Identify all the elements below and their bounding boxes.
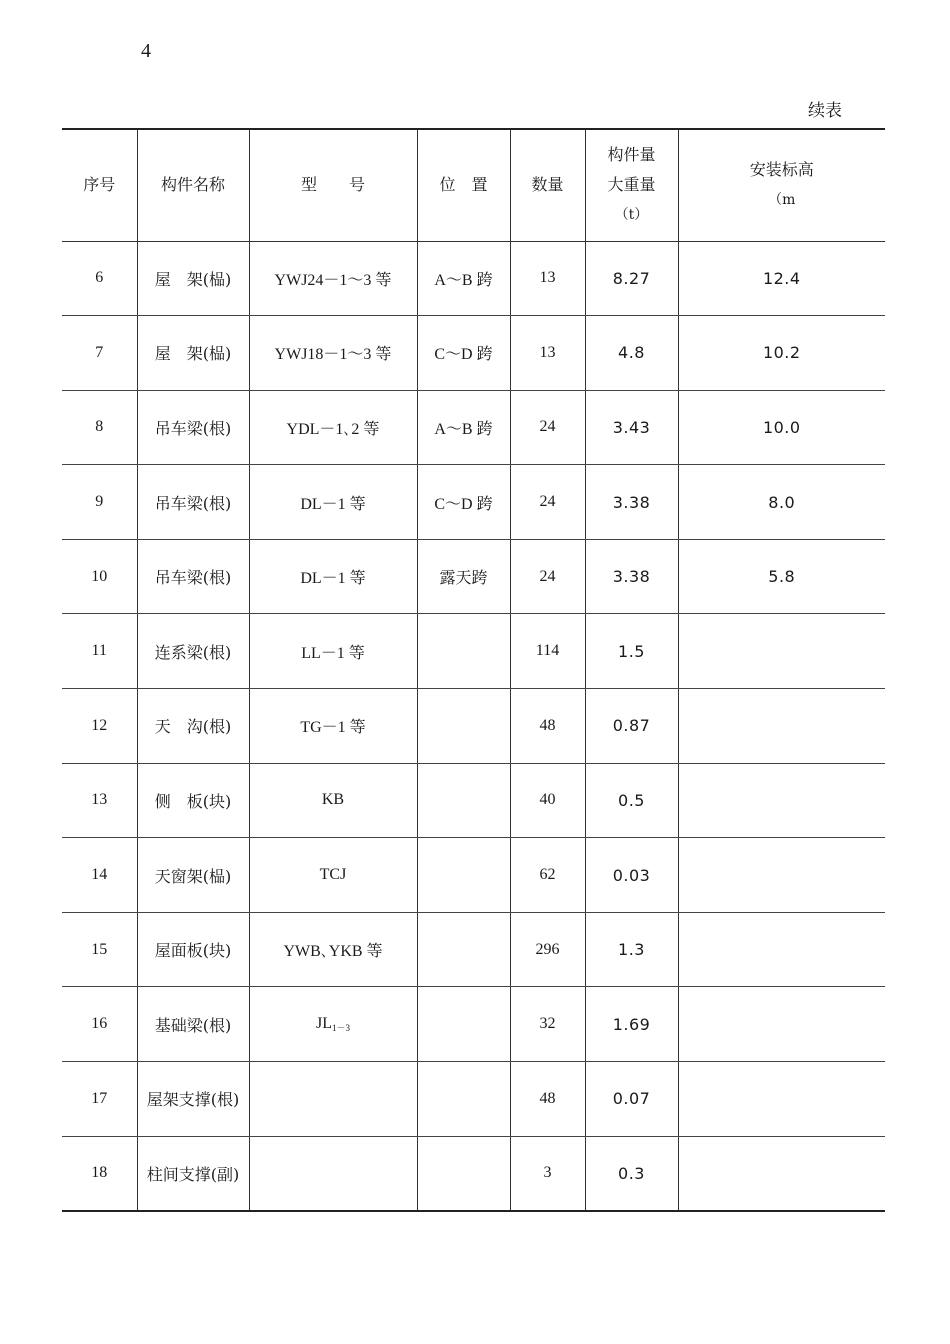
cell-position (417, 689, 510, 764)
cell-position: C～D 跨 (417, 465, 510, 540)
cell-weight: 3.38 (585, 539, 678, 614)
header-elevation-line2: （m (768, 192, 796, 209)
table-row (62, 465, 885, 540)
cell-quantity: 3 (510, 1136, 585, 1211)
cell-quantity: 62 (510, 838, 585, 913)
cell-quantity: 296 (510, 912, 585, 987)
header-model: 型 号 (249, 129, 417, 241)
cell-model: YWB､YKB 等 (249, 912, 417, 987)
cell-model: YDL－1､2 等 (249, 390, 417, 465)
cell-position (417, 1136, 510, 1211)
cell-model: LL－1 等 (249, 614, 417, 689)
cell-name: 屋 架(榀) (137, 316, 249, 391)
cell-seq: 10 (62, 539, 137, 614)
cell-weight: 0.07 (585, 1062, 678, 1137)
cell-model (249, 987, 417, 1062)
cell-model: YWJ18－1～3 等 (249, 316, 417, 391)
cell-weight: 0.3 (585, 1136, 678, 1211)
component-schedule-table (62, 128, 885, 1212)
cell-weight: 3.43 (585, 390, 678, 465)
cell-seq: 13 (62, 763, 137, 838)
cell-seq: 14 (62, 838, 137, 913)
cell-model: TG－1 等 (249, 689, 417, 764)
table-row (62, 912, 885, 987)
cell-position: C～D 跨 (417, 316, 510, 391)
cell-elevation: 10.2 (678, 316, 885, 391)
table-row (62, 614, 885, 689)
cell-seq: 15 (62, 912, 137, 987)
table-row (62, 689, 885, 764)
cell-quantity: 48 (510, 689, 585, 764)
cell-elevation (678, 987, 885, 1062)
cell-quantity: 24 (510, 390, 585, 465)
header-seq: 序号 (62, 129, 137, 241)
table-row (62, 987, 885, 1062)
cell-seq: 6 (62, 241, 137, 316)
cell-quantity: 24 (510, 539, 585, 614)
cell-model: KB (249, 763, 417, 838)
cell-elevation (678, 1136, 885, 1211)
cell-name: 吊车梁(根) (137, 465, 249, 540)
cell-elevation (678, 838, 885, 913)
cell-position: 露天跨 (417, 539, 510, 614)
cell-seq: 11 (62, 614, 137, 689)
cell-weight: 0.03 (585, 838, 678, 913)
cell-elevation: 12.4 (678, 241, 885, 316)
table-header-row (62, 129, 885, 241)
cell-elevation: 10.0 (678, 390, 885, 465)
continued-label: 续表 (808, 101, 842, 121)
cell-position (417, 838, 510, 913)
cell-elevation: 8.0 (678, 465, 885, 540)
table-row (62, 1136, 885, 1211)
cell-seq: 8 (62, 390, 137, 465)
cell-weight: 1.3 (585, 912, 678, 987)
cell-elevation (678, 763, 885, 838)
cell-model-subscript: 1－3 (331, 1022, 350, 1033)
cell-name: 屋架支撑(根) (137, 1062, 249, 1137)
cell-position (417, 763, 510, 838)
cell-seq: 17 (62, 1062, 137, 1137)
cell-name: 天 沟(根) (137, 689, 249, 764)
cell-name: 屋面板(块) (137, 912, 249, 987)
cell-quantity: 13 (510, 241, 585, 316)
header-quantity: 数量 (510, 129, 585, 241)
cell-model: DL－1 等 (249, 539, 417, 614)
cell-name: 吊车梁(根) (137, 390, 249, 465)
header-weight-line2: 大重量 (607, 175, 656, 195)
cell-model (249, 1136, 417, 1211)
cell-position (417, 912, 510, 987)
table-row (62, 838, 885, 913)
cell-model: DL－1 等 (249, 465, 417, 540)
header-elevation-line1: 安装标高 (749, 160, 814, 180)
cell-model: TCJ (249, 838, 417, 913)
cell-name: 基础梁(根) (137, 987, 249, 1062)
cell-position: A～B 跨 (417, 390, 510, 465)
cell-name: 天窗架(榀) (137, 838, 249, 913)
header-elevation (678, 129, 885, 241)
cell-quantity: 24 (510, 465, 585, 540)
cell-quantity: 40 (510, 763, 585, 838)
table-row (62, 1062, 885, 1137)
table-row (62, 763, 885, 838)
header-position: 位 置 (417, 129, 510, 241)
cell-elevation (678, 1062, 885, 1137)
cell-seq: 9 (62, 465, 137, 540)
cell-seq: 18 (62, 1136, 137, 1211)
cell-weight: 4.8 (585, 316, 678, 391)
header-weight-line3: （t） (614, 207, 649, 224)
cell-quantity: 13 (510, 316, 585, 391)
cell-seq: 7 (62, 316, 137, 391)
cell-position (417, 614, 510, 689)
cell-elevation (678, 689, 885, 764)
cell-position (417, 987, 510, 1062)
cell-name: 吊车梁(根) (137, 539, 249, 614)
cell-weight: 0.87 (585, 689, 678, 764)
cell-quantity: 114 (510, 614, 585, 689)
cell-seq: 12 (62, 689, 137, 764)
cell-weight: 1.69 (585, 987, 678, 1062)
cell-seq: 16 (62, 987, 137, 1062)
cell-weight: 8.27 (585, 241, 678, 316)
cell-weight: 3.38 (585, 465, 678, 540)
cell-name: 柱间支撑(副) (137, 1136, 249, 1211)
page-number: 4 (141, 40, 151, 62)
cell-name: 侧 板(块) (137, 763, 249, 838)
cell-position (417, 1062, 510, 1137)
table-row (62, 241, 885, 316)
cell-weight: 1.5 (585, 614, 678, 689)
cell-model-main: JL (315, 1014, 332, 1032)
cell-model: YWJ24－1～3 等 (249, 241, 417, 316)
cell-elevation (678, 614, 885, 689)
header-weight (585, 129, 678, 241)
cell-weight: 0.5 (585, 763, 678, 838)
table-row (62, 316, 885, 391)
table-row (62, 390, 885, 465)
header-weight-line1: 构件量 (607, 145, 656, 165)
cell-quantity: 32 (510, 987, 585, 1062)
table-row (62, 539, 885, 614)
header-name: 构件名称 (137, 129, 249, 241)
cell-name: 连系梁(根) (137, 614, 249, 689)
cell-name: 屋 架(榀) (137, 241, 249, 316)
cell-model (249, 1062, 417, 1137)
cell-position: A～B 跨 (417, 241, 510, 316)
cell-elevation (678, 912, 885, 987)
cell-quantity: 48 (510, 1062, 585, 1137)
cell-elevation: 5.8 (678, 539, 885, 614)
